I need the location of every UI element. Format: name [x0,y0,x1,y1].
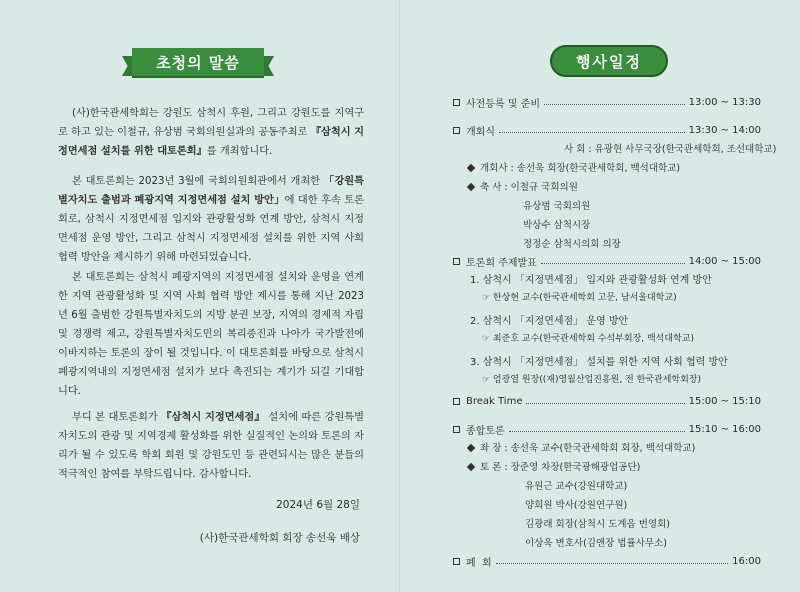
schedule-label: 종합토론 [466,425,505,437]
invitation-title-ribbon [128,44,268,84]
opening-mc: 사 회 : 유광현 사무국장(한국관세학회, 조선대학교) [564,144,777,155]
p2-bold: 「강원특별자치도 출범과 폐광지역 지정면세점 설치 방안」 [58,176,364,206]
schedule-page [400,0,800,592]
discussion-panelist: 양희원 박사(강원연구원) [525,500,628,511]
diamond-bullet-icon [467,443,475,451]
schedule-label: 토론회 주제발표 [466,257,537,269]
talk-title: 3. 삼척시 「지정면세점」 설치를 위한 지역 사회 협력 방안 [470,357,728,368]
discussion-panelist: 김광래 회장(삼척시 도계읍 번영회) [525,519,670,530]
discussion-chair [468,440,695,454]
invitation-paragraph-1 [58,104,364,161]
checkbox-square-icon [453,426,460,433]
congratulatory-lead-text: 축 사 : 이철규 국회의원 [480,182,578,193]
dotted-leader [541,262,685,264]
p1-bold: 『삼척시 지정면세점 설치를 위한 대토론회』 [58,127,364,157]
congratulatory-speaker: 박상수 삼척시장 [523,220,591,231]
discussion-panelist: 이상욱 변호사(김앤장 법률사무소) [525,538,667,549]
dotted-leader [526,402,684,404]
p4-bold: 『삼척시 지정면세점』 [161,412,265,423]
schedule-row [453,94,761,110]
dotted-leader [544,103,685,105]
schedule-time: 14:00 ~ 15:00 [688,255,761,267]
schedule-label: 개회식 [466,126,495,138]
dotted-leader [509,430,685,432]
talk-title: 1. 삼척시 「지정면세점」 입지와 관광활성화 연계 방안 [470,275,712,286]
schedule-row [453,421,761,437]
schedule-row [453,553,761,569]
talk-speaker: ☞ 한상현 교수(한국관세학회 고문, 남서울대학교) [482,293,677,303]
checkbox-square-icon [453,258,460,265]
schedule-title: 행사일정 [550,45,668,77]
schedule-time: 15:00 ~ 15:10 [688,395,761,407]
diamond-bullet-icon [467,462,475,470]
discussion-panel-lead [468,459,640,473]
discussion-panelist: 유원근 교수(강원대학교) [525,481,628,492]
congratulatory-lead [468,179,578,193]
congratulatory-speaker: 유상범 국회의원 [523,201,591,212]
p2-text-end: 에 대한 후속 토론회로, 삼척시 지정면세점 입지와 관광활성화 연계 방안, 삼척시 지정면세점 운영 방안, 그리고 삼척시 지정면세점 설치를 위한 지역 사회 협력 방안을 제시하기 위해 마련되었습니다. [58,195,364,263]
discussion-chair-text: 좌 장 : 송선욱 교수(한국관세학회 회장, 백석대학교) [480,443,696,454]
p2-text: 본 대토론회는 2023년 3월에 국회의원회관에서 개최한 [72,176,324,187]
talk-title: 2. 삼척시 「지정면세점」 운영 방안 [470,316,629,327]
p1-text-end: 를 개최합니다. [206,146,273,157]
p4-text: 부디 본 대토론회가 [72,412,162,423]
talk-speaker: ☞ 최준호 교수(한국관세학회 수석부회장, 백석대학교) [482,334,694,344]
schedule-time: 13:00 ~ 13:30 [688,96,761,108]
invitation-paragraph-2 [58,172,364,267]
congratulatory-speaker: 정정순 삼척시의회 의장 [523,239,621,250]
invitation-paragraph-4 [58,408,364,484]
diamond-bullet-icon [467,182,475,190]
schedule-label: 사전등록 및 준비 [466,98,540,110]
schedule-time: 13:30 ~ 14:00 [688,124,761,136]
p4-text-end: 설치에 따른 강원특별자치도의 관광 및 지역경제 활성화를 위한 실질적인 논의와 토론의 자리가 될 수 있도록 학회 회원 및 강원도민 등 관련되시는 많은 분들의 적극적인 참여를 부탁드립니다. 감사합니다. [58,412,364,480]
opening-address [468,160,680,174]
invitation-paragraph-3: 본 대토론회는 삼척시 폐광지역의 지정면세점 설치와 운영을 연계한 지역 관광활성화 및 지역 사회 협력 방안 제시를 통해 지난 2023년 6월 출범한 강원특별자치도의 지방 분권 보장, 지역의 경제적 자립 및 경쟁력 제고, 강원특별자치도민의 복리증진과 나아가 국가발전에 이바지하는 토론의 장이 될 것입니다. 이 대토론회를 바탕으로 삼척시 폐광지역내의 지정면세점 설치가 보다 촉진되는 계기가 되길 기대합니다. [58,272,364,397]
schedule-time: 15:10 ~ 16:00 [688,423,761,435]
schedule-label: Break Time [466,395,523,407]
schedule-row [453,393,761,409]
discussion-panel-lead-text: 토 론 : 장준영 차장(한국광해광업공단) [480,462,641,473]
schedule-row [453,122,761,138]
invitation-title: 초청의 말씀 [132,48,264,76]
dotted-leader [496,562,728,564]
checkbox-square-icon [453,398,460,405]
dotted-leader [499,131,685,133]
talk-speaker: ☞ 엄광열 원장((재)영월산업진흥원, 전 한국관세학회장) [482,375,701,385]
schedule-time: 16:00 [732,555,761,567]
invitation-date: 2024년 6월 28일 [276,499,360,511]
checkbox-square-icon [453,99,460,106]
schedule-row [453,253,761,269]
checkbox-square-icon [453,127,460,134]
p1-text: (사)한국관세학회는 강원도 삼척시 후원, 그리고 강원도를 지역구로 하고 있는 이철규, 유상범 국회의원실과의 공동주최로 [58,108,364,138]
schedule-label: 폐 회 [466,557,492,569]
opening-address-text: 개회사 : 송선욱 회장(한국관세학회, 백석대학교) [480,163,681,174]
diamond-bullet-icon [467,163,475,171]
checkbox-square-icon [453,558,460,565]
invitation-signature: (사)한국관세학회 회장 송선욱 배상 [199,532,360,544]
